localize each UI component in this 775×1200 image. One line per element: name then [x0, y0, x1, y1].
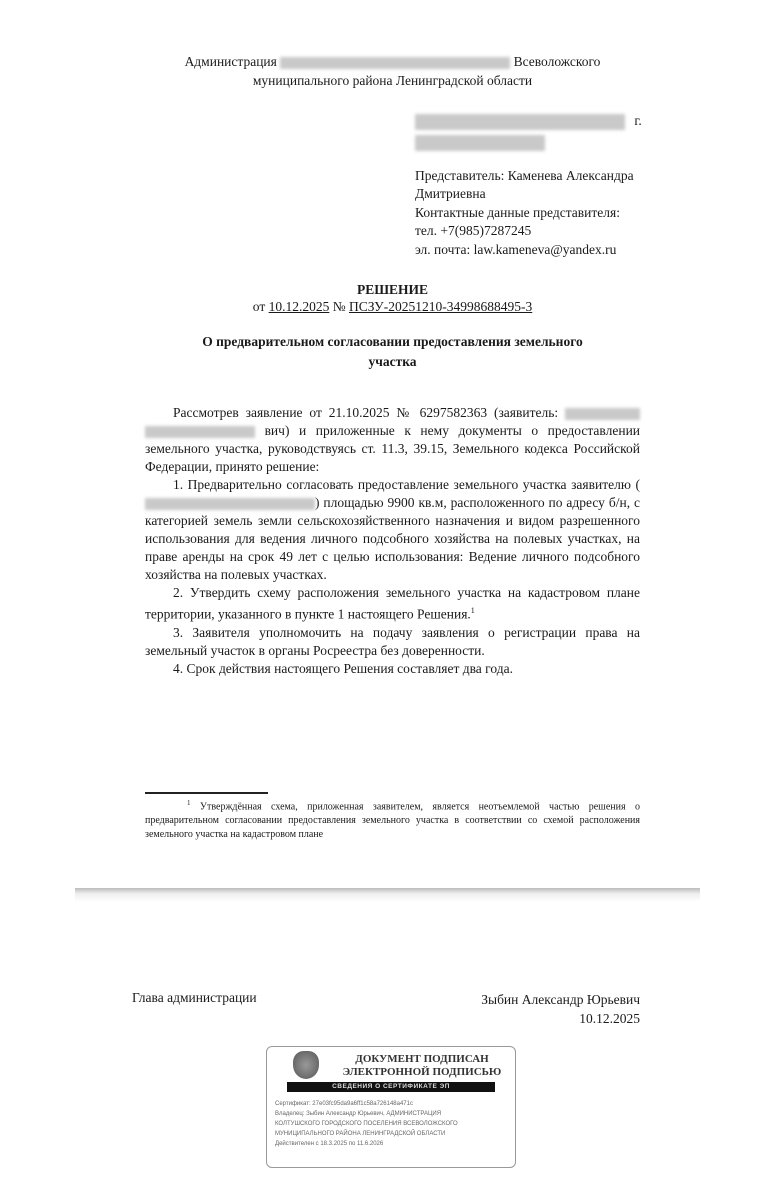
redacted-text — [280, 57, 510, 69]
issuer-line2: муниципального района Ленинградской области — [252, 73, 533, 88]
phone: тел. +7(985)7287245 — [415, 223, 532, 238]
item-2-text: 2. Утвердить схему расположения земельного участка на кадастровом плане территории, указанного в пункте 1 настоящего Решения. — [145, 585, 640, 622]
page-break — [75, 888, 700, 902]
decision-subject — [140, 332, 645, 372]
intro-paragraph — [145, 404, 640, 476]
decision-body — [145, 404, 640, 678]
addressee-block — [415, 112, 655, 259]
item-1 — [145, 476, 640, 584]
subject-line2: участка — [368, 354, 417, 369]
intro-text-cont: вич) и приложенные к нему документы о предоставлении земельного участка, руководствуясь ст. 11.3, 39.15, Земельного кодекса Российской Федерации, принято решение: — [145, 423, 641, 474]
item-2 — [145, 584, 640, 624]
contacts-label: Контактные данные представителя: — [415, 204, 620, 220]
stamp-bar: СВЕДЕНИЯ О СЕРТИФИКАТЕ ЭП — [287, 1082, 495, 1092]
item-3: 3. Заявителя уполномочить на подачу заявления о регистрации права на земельный участок в органы Росреестра без доверенности. — [145, 624, 640, 658]
stamp-title-line2: ЭЛЕКТРОННОЙ ПОДПИСЬЮ — [342, 1066, 502, 1078]
footnote-mark: 1 — [187, 799, 191, 807]
intro-text: Рассмотрев заявление от 21.10.2025 № 6297582363 (заявитель: — [173, 405, 559, 420]
decision-number: ПСЗУ-20251210-34998688495-3 — [349, 299, 533, 314]
decision-date: 10.12.2025 — [268, 299, 330, 314]
signatory-block — [440, 990, 640, 1028]
footnote-text: Утверждённая схема, приложенная заявителем, является неотъемлемой частью решения о предварительном согласовании предоставления земельного участка в соответствии со схемой расположения земельного участка на кадастровом плане — [145, 801, 641, 841]
redacted-text — [415, 114, 625, 130]
certificate-org2: МУНИЦИПАЛЬНОГО РАЙОНА ЛЕНИНГРАДСКОЙ ОБЛАСТИ — [275, 1131, 446, 1137]
certificate-info — [275, 1099, 505, 1149]
e-signature-stamp — [266, 1046, 516, 1168]
date-prefix: от — [252, 299, 266, 314]
certificate-id: Сертификат: 27e03fc95da9a6ff1c58a726148a471c — [275, 1101, 413, 1107]
signatory-name: Зыбин Александр Юрьевич — [481, 992, 640, 1007]
certificate-org1: КОЛТУШСКОГО ГОРОДСКОГО ПОСЕЛЕНИЯ ВСЕВОЛОЖСКОГО — [275, 1121, 458, 1127]
stamp-title — [337, 1053, 507, 1079]
decision-title: РЕШЕНИЕ — [356, 282, 429, 297]
redacted-text — [565, 408, 640, 420]
item-1-text: 1. Предварительно согласовать предоставление земельного участка заявителю ( — [173, 477, 640, 492]
stamp-title-line1: ДОКУМЕНТ ПОДПИСАН — [355, 1053, 489, 1065]
certificate-owner: Владелец: Зыбин Александр Юрьевич, АДМИНИСТРАЦИЯ — [275, 1111, 442, 1117]
decision-number-line — [140, 299, 645, 315]
redacted-text — [415, 135, 545, 151]
subject-line1: О предварительном согласовании предоставления земельного — [202, 334, 583, 349]
footnote — [145, 796, 640, 842]
issuer-line1-end: Всеволожского — [513, 54, 601, 69]
number-prefix: № — [332, 299, 346, 314]
address-suffix: г. — [634, 113, 642, 128]
item-4: 4. Срок действия настоящего Решения составляет два года. — [173, 660, 513, 676]
representative: Представитель: Каменева Александра — [415, 167, 634, 183]
signature-date: 10.12.2025 — [579, 1011, 640, 1026]
footnote-divider — [145, 792, 268, 794]
redacted-text — [145, 426, 255, 438]
issuer-line1: Администрация — [184, 54, 277, 69]
redacted-text — [145, 498, 315, 510]
coat-of-arms-icon — [293, 1051, 319, 1079]
certificate-validity: Действителен с 18.3.2025 по 11.6.2026 — [275, 1141, 384, 1147]
issuer-header — [140, 52, 645, 90]
email: эл. почта: law.kameneva@yandex.ru — [415, 241, 617, 257]
footnote-ref: 1 — [470, 606, 475, 615]
item-1-text-cont: ) площадью 9900 кв.м, расположенного по адресу б/н, с категорией земель земли сельскохозяйственного назначения и видом разрешенного использования для ведения личного подсобного хозяйства на полевых участках, на праве аренды на срок 49 лет с целью использования: Ведение личного подсобного хозяйства на полевых участках. — [145, 495, 640, 582]
signatory-position: Глава администрации — [132, 990, 257, 1005]
representative-cont: Дмитриевна — [415, 186, 486, 201]
